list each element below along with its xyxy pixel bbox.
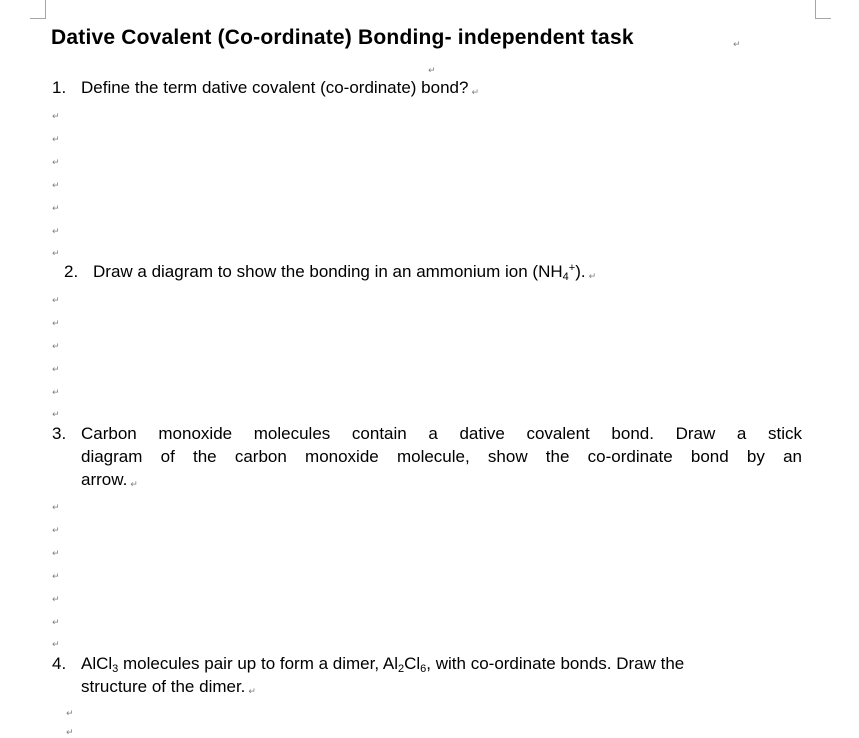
paragraph-mark: ↵: [428, 66, 436, 76]
paragraph-mark: ↵: [52, 319, 60, 329]
paragraph-mark: ↵: [52, 296, 60, 306]
question-text: Define the term dative covalent (co-ordinate) bond? ↵: [81, 78, 479, 98]
paragraph-mark: ↵: [52, 135, 60, 145]
question-number: 4.: [52, 654, 67, 673]
paragraph-mark: ↵: [52, 227, 60, 237]
paragraph-mark: ↵: [52, 549, 60, 559]
paragraph-mark: ↵: [52, 181, 60, 191]
paragraph-mark: ↵: [52, 640, 60, 650]
paragraph-mark: ↵: [52, 249, 60, 259]
question-text: Carbon monoxide molecules contain a dative covalent bond. Draw a stick diagram of the carbon monoxide molecule, show the co-ordinate bond by an arrow. ↵: [81, 424, 802, 490]
question-number: 1.: [52, 78, 67, 97]
paragraph-mark: ↵: [52, 112, 60, 122]
paragraph-mark: ↵: [588, 272, 597, 282]
question-number: 2.: [64, 262, 79, 281]
paragraph-mark: ↵: [52, 410, 60, 420]
paragraph-mark: ↵: [471, 88, 479, 98]
paragraph-mark: ↵: [52, 526, 60, 536]
paragraph-mark: ↵: [52, 365, 60, 375]
page-corner-top-left: [30, 0, 46, 19]
document-title: Dative Covalent (Co-ordinate) Bonding- independent task: [51, 26, 634, 49]
paragraph-mark: ↵: [52, 503, 60, 513]
paragraph-mark: ↵: [52, 595, 60, 605]
question-text: Draw a diagram to show the bonding in an ammonium ion $(NH_4^+)$. ↵: [93, 262, 597, 283]
paragraph-mark: ↵: [52, 342, 60, 352]
question-text: AlCl$_3$ molecules pair up to form a dimer, $Al_2Cl_6$, with co-ordinate bonds. Draw the structure of the dimer. ↵: [81, 654, 685, 697]
paragraph-mark: ↵: [52, 572, 60, 582]
paragraph-mark: ↵: [248, 687, 256, 697]
paragraph-mark: ↵: [66, 728, 74, 738]
paragraph-mark: ↵: [52, 618, 60, 628]
paragraph-mark: ↵: [52, 158, 60, 168]
question-number: 3.: [52, 424, 67, 443]
paragraph-mark: ↵: [66, 709, 74, 719]
paragraph-mark: ↵: [130, 480, 138, 490]
paragraph-mark: ↵: [52, 204, 60, 214]
page-corner-top-right: [815, 0, 831, 19]
paragraph-mark: ↵: [52, 388, 60, 398]
paragraph-mark: ↵: [733, 40, 741, 50]
